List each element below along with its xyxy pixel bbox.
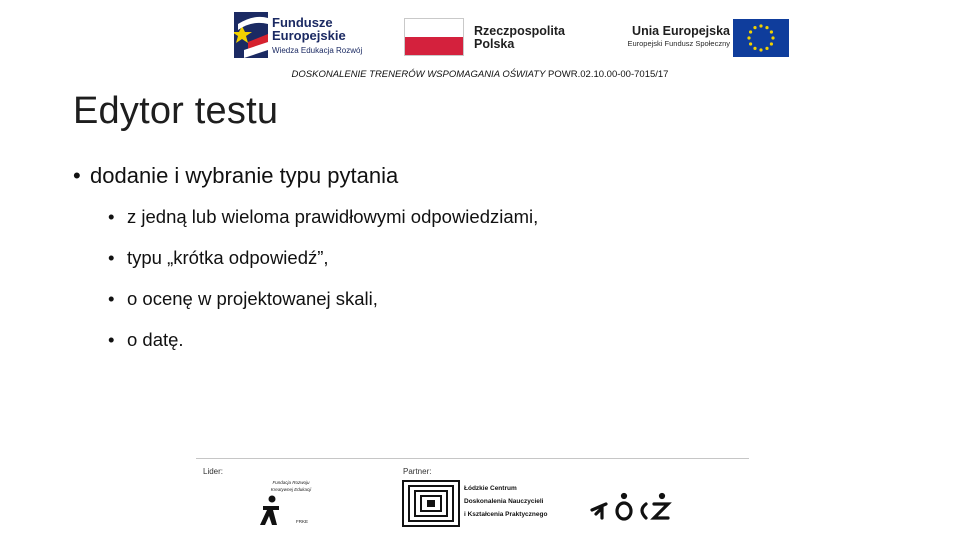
lodz-city-logo-icon — [588, 484, 678, 528]
lider-foundation-logo — [258, 478, 320, 528]
partner-label: Partner: — [403, 467, 432, 476]
rp-logo-line1: Rzeczpospolita — [474, 24, 565, 38]
eu-flag-icon — [733, 19, 789, 57]
walking-figure-icon — [258, 495, 284, 527]
sub-bullet — [108, 205, 538, 246]
sub-bullet-list — [108, 205, 538, 369]
ue-logo-line1: Unia Europejska — [632, 24, 730, 38]
partner-logo-line1: Łódzkie Centrum — [464, 485, 517, 492]
lider-logo-line2: Kreatywnej Edukacji — [270, 487, 312, 492]
polish-flag-icon — [404, 18, 464, 56]
project-identifier — [0, 69, 960, 80]
lider-label: Lider: — [203, 467, 224, 476]
bullet-dot: • — [108, 206, 115, 227]
project-name: DOSKONALENIE TRENERÓW WSPOMAGANIA OŚWIATY — [291, 69, 546, 80]
ue-logo-line2: Europejski Fundusz Społeczny — [627, 39, 730, 48]
fundusze-europejskie-star-icon — [234, 12, 268, 58]
lider-logo-line1: Fundacja Rozwoju — [272, 480, 310, 485]
fe-logo-line2: Europejskie — [272, 28, 346, 43]
slide-title: Edytor testu — [73, 90, 279, 132]
sub-bullet — [108, 328, 538, 369]
sub-bullet-text: o datę. — [127, 329, 184, 350]
nested-squares-icon — [402, 480, 460, 527]
partner-logo-line3: i Kształcenia Praktycznego — [464, 511, 548, 518]
sub-bullet — [108, 246, 538, 287]
sub-bullet — [108, 287, 538, 328]
sub-bullet-text: z jedną lub wieloma prawidłowymi odpowiedziami, — [127, 206, 539, 227]
bullet-dot: • — [108, 329, 115, 350]
footer-divider — [196, 458, 749, 459]
fe-logo-line1: Fundusze — [272, 15, 333, 30]
partner-logo-line2: Doskonalenia Nauczycieli — [464, 498, 544, 505]
fe-logo-line3: Wiedza Edukacja Rozwój — [272, 46, 363, 55]
unia-europejska-logo — [600, 18, 790, 58]
project-code: POWR.02.10.00-00-7015/17 — [545, 69, 669, 80]
sub-bullet-text: o ocenę w projektowanej skali, — [127, 288, 378, 309]
bullet-dot: • — [108, 247, 115, 268]
bullet-dot: • — [108, 288, 115, 309]
rzeczpospolita-polska-logo — [404, 18, 574, 58]
sub-bullet-text: typu „krótka odpowiedź”, — [127, 247, 329, 268]
main-bullet — [73, 163, 398, 189]
fundusze-europejskie-logo — [234, 12, 376, 62]
lider-logo-tag: FRKE — [296, 519, 309, 524]
main-bullet-text: dodanie i wybranie typu pytania — [90, 163, 399, 188]
bullet-dot: • — [73, 163, 81, 188]
partner-ldn-logo — [402, 480, 562, 528]
rp-logo-line2: Polska — [474, 37, 515, 51]
